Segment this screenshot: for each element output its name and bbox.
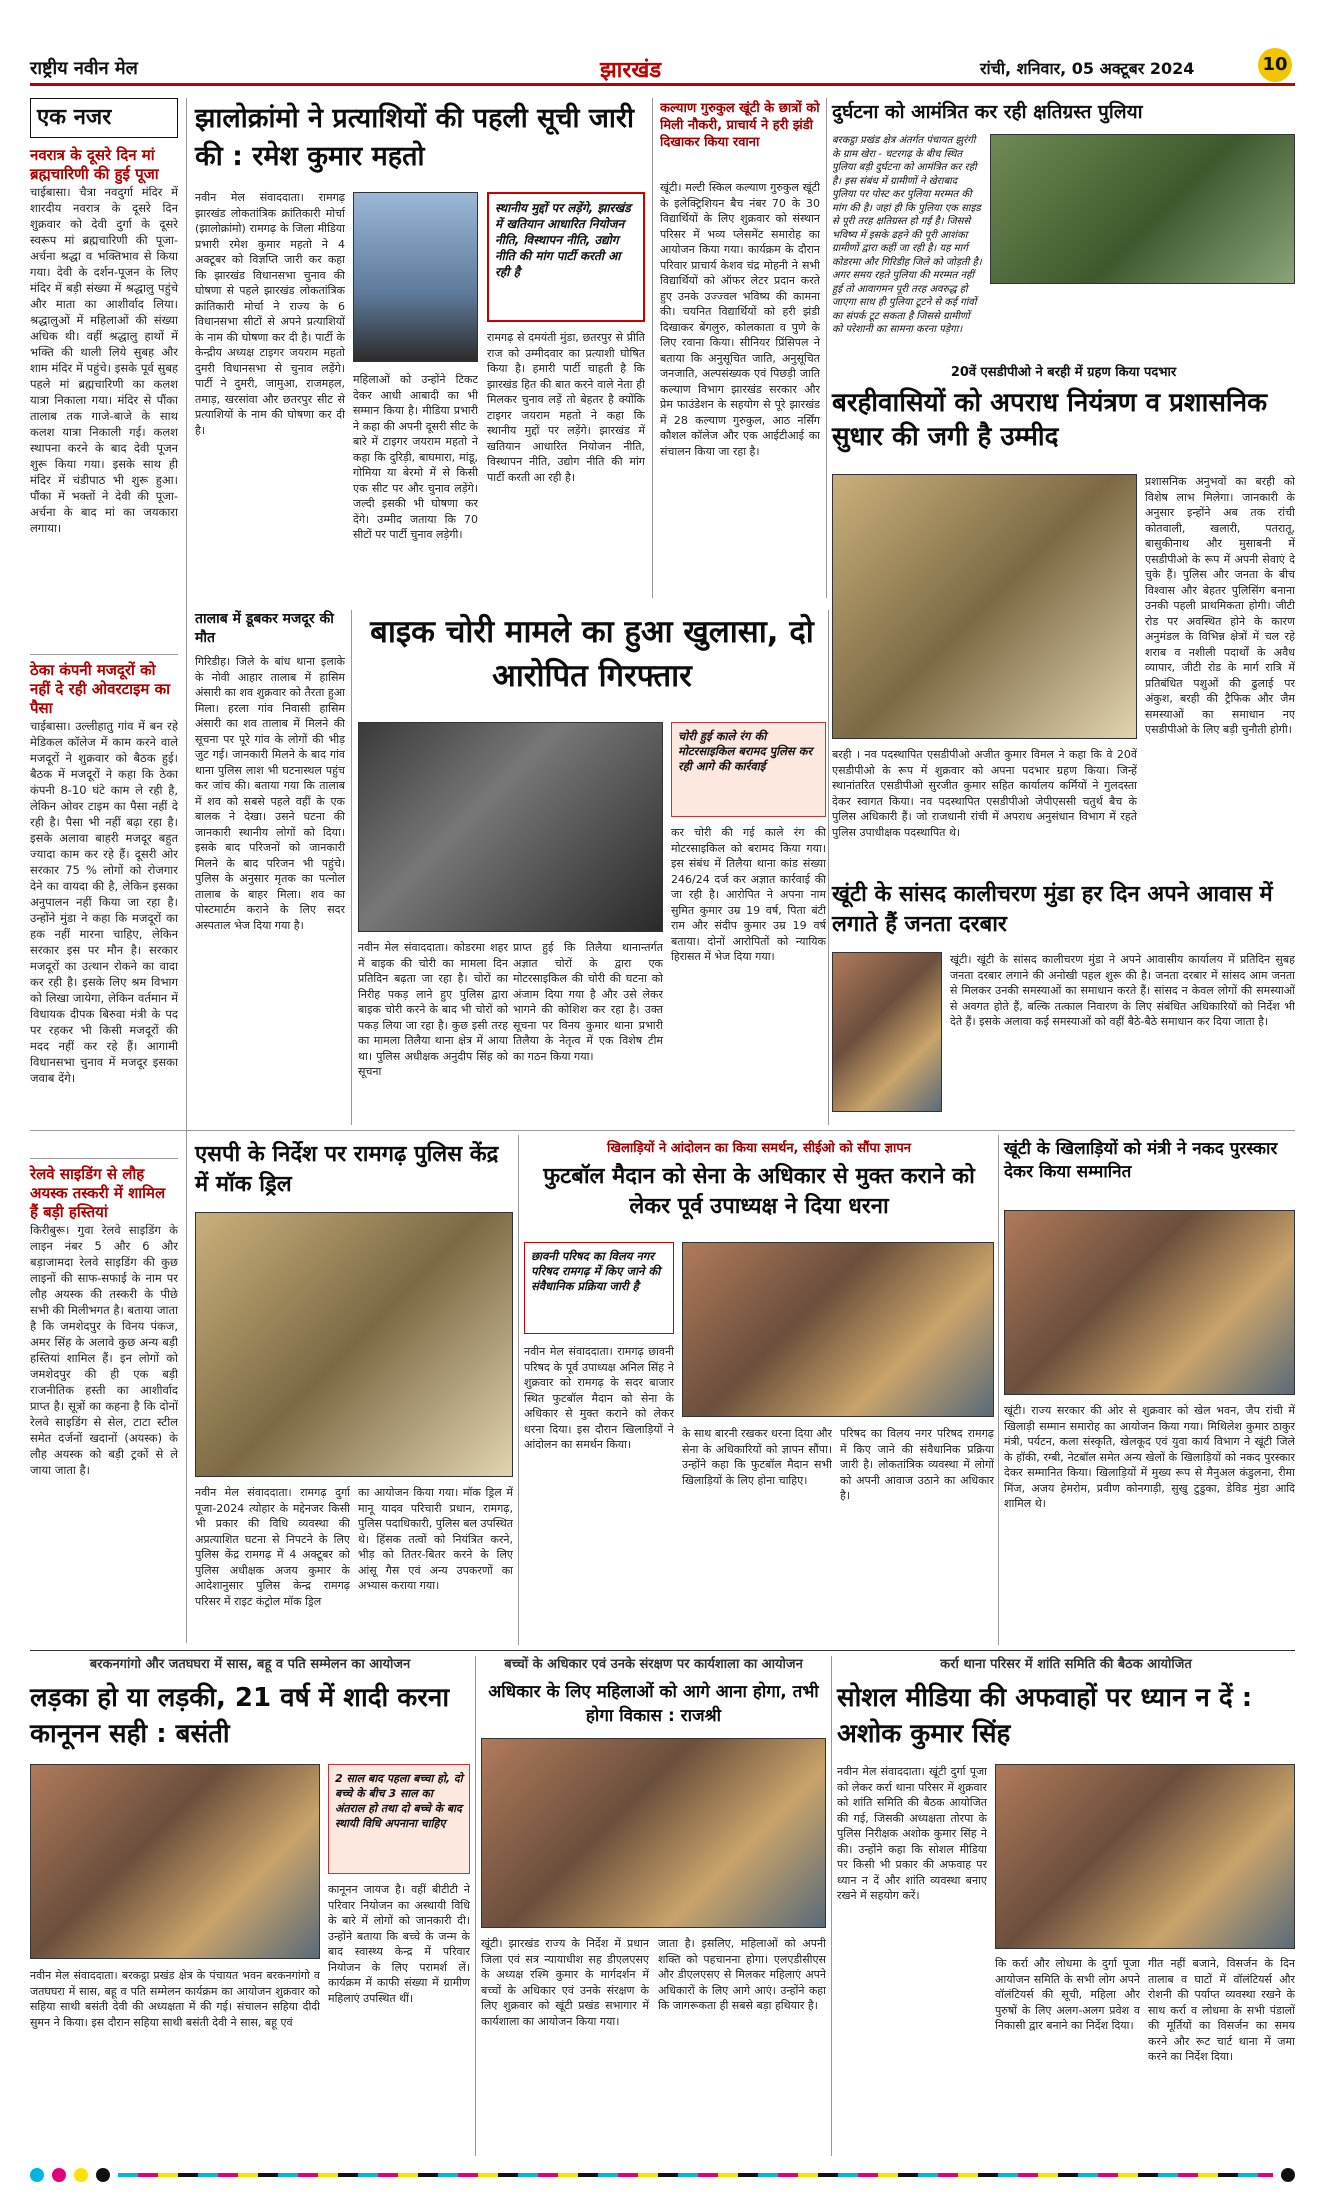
- body-col-2: का आयोजन किया गया। मॉक ड्रिल में मानू यादव परिचारी प्रधान, रामगढ़, पुलिस पदाधिकारी, पुलिस बल उपस्थित थे। हिंसक तत्वों को नियंत्रित करने, भीड़ को तितर-बितर करने के लिए आंसू गैस एवं अन्य उपकरणों का अभ्यास कराया गया।: [358, 1486, 513, 1592]
- body-col-1: नवीन मेल संवाददाता। रामगढ़ झारखंड लोकतांत्रिक क्रांतिकारी मोर्चा (झालोक्रांमो) रामगढ़ के जिला मीडिया प्रभारी रमेश कुमार महतो ने 4 अक्टूबर को विज्ञप्ति जारी कर कहा कि झारखंड विधानसभा चुनाव की घोषणा से पहले झारखंड लोकतांत्रिक क्रांतिकारी मोर्चा ने राज्य के 6 विधानसभा सीटों से अपने प्रत्याशियों के नाम की घोषणा कर दी है। पार्टी के केन्द्रीय अध्यक्ष टाइगर जयराम महतो दुमरी विधानसभा से चुनाव लड़ेंगे। पार्टी ने दुमरी, जामुआ, राजमहल, तमाड़, खरसांवा और छतरपुर सीट से प्रत्याशियों के नाम की घोषणा कर दी है।: [195, 191, 345, 437]
- story-talab: [195, 610, 345, 1125]
- bike-photo: [358, 722, 663, 932]
- body-col-2: जाता है। इसलिए, महिलाओं को अपनी शक्ति को पहचानना होगा। एलएडीसीएस और डीएलएसए से मिलकर महिलाएं अपने अधिकारों के लिए आगे आएं। उन्होंने कहा कि जागरूकता ही सबसे बड़ा हथियार है।: [658, 1937, 826, 2012]
- darbar-photo: [832, 952, 942, 1112]
- row-rule: [30, 1650, 1295, 1651]
- story-barhi: [832, 362, 1295, 872]
- body-col-1: नवीन मेल संवाददाता। कोडरमा शहर में बाइक की चोरी का मामला दिन प्रतिदिन बढ़ता जा रहा है। चोरों का निरीह पकड़ लाने हुए पुलिस द्वारा बाइक चोरी करने के बाद भी चोरों को पकड़ लिया जा रहा है। कुछ इसी तरह का मामला तिलैया थाना क्षेत्र में आया था। पुलिस अधीक्षक अनुदीप सिंह को सूचना: [358, 941, 508, 1078]
- story-social: [837, 1656, 1295, 2156]
- bridge-photo: [990, 134, 1295, 284]
- body: प्रशासनिक अनुभवों का बरही को विशेष लाभ मिलेगा। जानकारी के अनुसार इन्होंने अब तक रांची कोतवाली, खलारी, पतरातू, बासुकीनाथ और मुसाबनी में एसडीपीओ के रूप में अपनी सेवाएं दे चुके हैं। पुलिस और जनता के बीच विश्वास और बेहतर पुलिसिंग बनाना उनकी पहली प्राथमिकता होगी। जीटी रोड पर अवस्थित होने के कारण अनुमंडल के विभिन्न क्षेत्रों में चल रहे शराब व नशीली पदार्थों के अवैध व्यापार, जीटी रोड के मार्ग रात्रि में प्रतिबंधित पशुओं की ढुलाई पर अंकुश, बरही की ट्रैफिक और जैम समस्याओं का समाधान नए एसडीपीओ के लिए बड़ी चुनौती होगी।: [1145, 475, 1295, 736]
- story-khiladi: [1004, 1138, 1295, 1645]
- drill-photo: [195, 1212, 513, 1477]
- ek-nazar-label: एक नजर: [30, 98, 178, 138]
- story-shaadi: [30, 1656, 470, 2156]
- kicker: 20वें एसडीपीओ ने बरही में ग्रहण किया पदभार: [950, 365, 1177, 380]
- body-col-1: नवीन मेल संवाददाता। बरकट्ठा प्रखंड क्षेत्र के पंचायत भवन बरकनगांगो व जतघघरा में सास, बहू व पति सम्मेलन कार्यक्रम का आयोजन शुक्रवार को सहिया साथी बसंती देवी की अध्यक्षता में की गई। संचालन सहिया दीदी सुमन ने किया। इस दौरान सहिया साथी बसंती देवी ने सास, बहू एवं: [30, 1969, 320, 2029]
- body-col-3: गीत नहीं बजाने, विसर्जन के दिन तालाब व घाटों में वॉलंटियर्स और रोशनी की पर्याप्त व्यवस्था रखने के साथ कर्रा व लोधमा के सभी पंडालों की मूर्तियों का विसर्जन का समय करने और रूट चार्ट थाना में जमा करने का निर्देश दिया।: [1148, 1957, 1295, 2063]
- brief-1-body: चाईबासा। चैत्रा नवदुर्गा मंदिर में शारदीय नवरात्र के दूसरे दिन शुक्रवार को देवी दुर्गा के दूसरे स्वरूप मां ब्रह्मचारिणी की पूजा-अर्चना श्रद्धा व भक्तिभाव से किया गया। देवी के दर्शन-पूजन के लिए मंदिर में बड़ी संख्या में श्रद्धालु पहुंचे और माता का आशीर्वाद लिया। श्रद्धालुओं में महिलाओं की संख्या अधिक थी। वहीं श्रद्धालु हाथों में भक्ति की थाली लिये सुबह और शाम मंदिर में पहुंचे। इसके पूर्व सुबह पहले मां ब्रह्मचारिणी का कलश यात्रा निकाला गया। मंदिर से पौंका तालाब तक गाजे-बाजे के साथ कलश यात्रा निकाली गई। कलश स्थापना करने के बाद देवी पूजन शुरू किया गया। इसके साथ ही मंदिर में चंडीपाठ भी शुरू हुआ। पौंका में भक्तों ने देवी की पूजा-अर्चना के बाद मां का जयकारा लगाया।: [30, 185, 178, 535]
- registration-strip: [30, 2168, 1295, 2182]
- body: खूंटी। राज्य सरकार की ओर से शुक्रवार को खेल भवन, जैप रांची में खिलाड़ी सम्मान समारोह का आयोजन किया गया। मिथिलेश कुमार ठाकुर मंत्री, पर्यटन, कला संस्कृति, खेलकूद एवं युवा कार्य विभाग ने खूंटी जिले के हॉकी, रग्बी, नेटबॉल समेत अन्य खेलों के खिलाड़ियों को नकद पुरस्कार देकर सम्मानित किया। खिलाड़ियों में मुख्य रूप से मैनुअल कंडुलना, रीमा मिंज, अजय हेमरोम, प्रवीण कोनगाड़ी, सुखु टुडुका, डेविड मुंडा आदि शामिल थे।: [1004, 1404, 1295, 1510]
- ek-nazar-column: [30, 98, 178, 1648]
- caption-continued: [990, 290, 1295, 356]
- story-bike: [358, 610, 826, 1125]
- row-rule: [30, 1130, 1295, 1131]
- headline: झालोक्रांमो ने प्रत्याशियों की पहली सूची जारी की : रमेश कुमार महतो: [195, 103, 634, 172]
- brief-1: [30, 146, 178, 644]
- pull-quote: स्थानीय मुद्दों पर लड़ेंगे, झारखंड में खतियान आधारित नियोजन नीति, विस्थापन नीति, उद्योग नीति की मांग पार्टी करती आ रही है: [487, 192, 645, 322]
- dateline: रांची, शनिवार, 05 अक्टूबर 2024: [980, 59, 1195, 78]
- kicker: खिलाड़ियों ने आंदोलन का किया समर्थन, सीईओ को सौंपा ज्ञापन: [607, 1141, 911, 1156]
- body-col-1: नवीन मेल संवाददाता। रामगढ़ दुर्गा पूजा-2024 त्योहार के मद्देनजर किसी भी प्रकार की विधि व्यवस्था की अप्रत्याशित घटना से निपटने के लिए पुलिस केंद्र रामगढ़ में 4 अक्टूबर को पुलिस अधीक्षक अजय कुमार के आदेशानुसार पुलिस केन्द्र रामगढ़ परिसर में राइट कंट्रोल मॉक ड्रिल: [195, 1486, 350, 1608]
- headline: बाइक चोरी मामले का हुआ खुलासा, दो आरोपित गिरफ्तार: [370, 614, 814, 694]
- protest-photo: [682, 1242, 994, 1417]
- col-rule: [518, 1135, 519, 1645]
- story-football: [524, 1138, 994, 1645]
- brief-2-body: चाईबासा। उल्लीहातु गांव में बन रहे मेडिकल कॉलेज में काम करने वाले मजदूरों ने शुक्रवार को बैठक हुई। बैठक में मजदूरों ने कहा कि ठेका कंपनी 8-10 घंटे काम ले रही है, लेकिन ओवर टाइम का पैसा नहीं दे रही है। पैसा भी नहीं बढ़ा रहा है। इसके अलावा बाहरी मजदूर बहुत ज्यादा काम कर रहे हैं। दूसरी ओर सरकार 75 % लोगों को रोजगार देने का वायदा की है, लेकिन इसका अनुपालन नहीं किया जा रहा है। उन्होंने मुंडा ने कहा कि मजदूरों का हक नहीं मारना चाहिए, लेकिन सरकार इस पर मौन है। सरकार मजदूरों का उत्थान रोकने का वादा कर रही है। इसके लिए श्रम विभाग को लिखा जायेगा, लेकिन वर्तमान में विधायक दीपक बिरुवा मंत्री के पद पर रहकर भी किसी मजदूरों की मदद नहीं कर रहे हैं। आगामी विधानसभा चुनाव में मजदूर इसका जवाब देंगे।: [30, 719, 178, 1085]
- headline: बरहीवासियों को अपराध नियंत्रण व प्रशासनिक सुधार की जगी है उम्मीद: [832, 388, 1268, 452]
- award-photo: [1004, 1210, 1295, 1395]
- workshop-photo: [481, 1738, 826, 1928]
- headline: तालाब में डूबकर मजदूर की मौत: [195, 611, 334, 646]
- story-mockdrill: [195, 1140, 513, 1645]
- story-jhalokramo: [195, 100, 645, 600]
- body-col-1: नवीन मेल संवाददाता। रामगढ़ छावनी परिषद के पूर्व उपाध्यक्ष अनिल सिंह ने शुक्रवार को रामगढ़ के सदर बाजार स्थित फुटबॉल मैदान को सेना के अधिकार से मुक्त कराने को लेकर धरना दिया। इस दौरान खिलाड़ियों ने आंदोलन का समर्थन किया।: [524, 1345, 674, 1451]
- body-col-1: खूंटी। झारखंड राज्य के निर्देश में प्रधान जिला एवं सत्र न्यायाधीश सह डीएलएसए के अध्यक्ष रश्मि कुमार के मार्गदर्शन में बच्चों के अधिकार एवं उनके संरक्षण के लिए शुक्रवार को खूंटी प्रखंड सभागार में कार्यशाला का आयोजन किया गया।: [481, 1937, 649, 2028]
- col-rule: [652, 98, 653, 598]
- masthead: [30, 50, 1295, 86]
- body-col-2: महिलाओं को उन्होंने टिकट देकर आधी आबादी का भी सम्मान किया है। मीडिया प्रभारी ने कहा की अपनी दूसरी सीट के बारे में टाइगर जयराम महतो ने कहा कि दुरिड़ी, बाघमारा, मांडू, गोमिया या बेरमो में से किसी एक सीट पर और चुनाव लड़ेंगे। जल्दी इसकी भी घोषणा कर देंगे। उम्मीद जताया कि 70 सीटों पर पार्टी चुनाव लड़ेगी।: [353, 373, 478, 541]
- body-col-1: नवीन मेल संवाददाता। खूंटी दुर्गा पूजा को लेकर कर्रा थाना परिसर में शुक्रवार को शांति समिति की बैठक आयोजित की गई, जिसकी अध्यक्षता तोरपा के पुलिस निरीक्षक अशोक कुमार सिंह ने की। उन्होंने कहा कि सोशल मीडिया पर किसी भी प्रकार की अफवाह पर ध्यान न दें और शांति व्यवस्था बनाए रखने में सहयोग करें।: [837, 1765, 987, 1902]
- headline: फुटबॉल मैदान को सेना के अधिकार से मुक्त कराने को लेकर पूर्व उपाध्यक्ष ने दिया धरना: [543, 1164, 975, 1219]
- col-rule: [828, 610, 829, 1125]
- brief-1-head: नवरात्र के दूसरे दिन मां ब्रह्मचारिणी की हुई पूजा: [30, 146, 159, 183]
- portrait-photo: [353, 192, 478, 362]
- story-pulia: [832, 100, 1295, 360]
- body-col-3: कर चोरी की गई काले रंग की मोटरसाइकिल को बरामद किया गया। इस संबंध में तिलैया थाना कांड संख्या 246/24 दर्ज कर अज्ञात कार्रवाई की जा रही है। आरोपित ने अपना नाम सुमित कुमार उम्र 19 वर्ष, पिता बंटी राम और संदीप कुमार उम्र 19 वर्ष बताया। दोनों आरोपितों को न्यायिक हिरासत में भेज दिया गया।: [671, 826, 826, 963]
- story-kalyan: [660, 100, 820, 595]
- brief-2-head: ठेका कंपनी मजदूरों को नहीं दे रही ओवरटाइम का पैसा: [30, 661, 171, 717]
- kicker: बच्चों के अधिकार एवं उनके संरक्षण पर कार्यशाला का आयोजन: [504, 1657, 803, 1672]
- headline: खूंटी के सांसद कालीचरण मुंडा हर दिन अपने आवास में लगाते हैं जनता दरबार: [832, 882, 1273, 937]
- headline: अधिकार के लिए महिलाओं को आगे आना होगा, तभी होगा विकास : राजश्री: [488, 1682, 819, 1726]
- brief-3-head: रेलवे साइडिंग से लौह अयस्क तस्करी में शामिल हैं बड़ी हस्तियां: [30, 1165, 166, 1221]
- col-rule: [998, 1135, 999, 1645]
- col-rule: [351, 610, 352, 1125]
- headline: कल्याण गुरुकुल खूंटी के छात्रों को मिली नौकरी, प्राचार्य ने हरी झंडी दिखाकर किया रवाना: [660, 101, 820, 150]
- peace-meeting-photo: [995, 1764, 1295, 1949]
- body-col-2: प्राप्त हुई कि तिलैया थानान्तर्गत अज्ञात चोरों के द्वारा एक मोटरसाइकिल की चोरी की घटना को अंजाम दिया गया है और उसे लेकर भागने की कोशिश कर रहा है। उक्त सूचना पर विनय कुमार थाना प्रभारी तिलैया के नेतृत्व में एक विशेष टीम का गठन किया गया।: [513, 941, 663, 1063]
- col-rule: [826, 98, 827, 598]
- pull-quote: 2 साल बाद पहला बच्चा हो, दो बच्चे के बीच 3 साल का अंतराल हो तथा दो बच्चे के बाद स्थायी विधि अपनाना चाहिए: [328, 1764, 470, 1874]
- story-mahila: [481, 1656, 826, 2156]
- story-sansad: [832, 880, 1295, 1120]
- headline: एसपी के निर्देश पर रामगढ़ पुलिस केंद्र में मॉक ड्रिल: [195, 1142, 499, 1197]
- body-col-2: कि कर्रा और लोधमा के दुर्गा पूजा आयोजन समिति के सभी लोग अपने वॉलंटियर्स की सूची, महिला और पुरुषों के लिए अलग-अलग प्रवेश व निकासी द्वार बनाने का निर्देश दिया।: [995, 1957, 1140, 2032]
- caption: बरकट्ठा प्रखंड क्षेत्र अंतर्गत पंचायत झुरंगी के ग्राम खेरा - चटरगढ़ के बीच स्थित पुलिया बड़ी दुर्घटना को आमंत्रित कर रही है। इस संबंध में ग्रामीणों ने खेराबाद पुलिया पर पोस्ट कर पुलिया मरम्मत की मांग की है। जहां ही कि पुलिया एक साइड से पूरी तरह क्षतिग्रस्त हो गई है। जिससे भविष्य में इसके ढहने की पूरी आशंका ग्रामीणों द्वारा कहीं जा रही है। यह मार्ग कोडरमा और गिरिडीह जिले को जोड़ती है। अगर समय रहते पुलिया की मरम्मत नहीं हुई तो आवागमन पूरी तरह अवरुद्ध हो जाएगा साथ ही पुलिया टूटने से कई गांवों का संपर्क टूट सकता है जिससे ग्रामीणों को परेशानी का सामना करना पड़ेगा।: [832, 135, 982, 335]
- page-number: 10: [1258, 48, 1292, 82]
- sdpo-photo: [832, 474, 1137, 739]
- body-col-2: के साथ बारनी रखकर धरना दिया और सेना के अधिकारियों को ज्ञापन सौंपा। उन्होंने कहा कि फुटबॉल मैदान सभी खिलाड़ियों के लिए होना चाहिए।: [682, 1427, 832, 1487]
- body-col-3: परिषद का विलय नगर परिषद रामगढ़ में किए जाने की संवैधानिक प्रक्रिया जारी है। लोकतांत्रिक व्यवस्था में लोगों को अपनी आवाज उठाने का अधिकार है।: [840, 1427, 994, 1502]
- kicker: बरकनगांगो और जतघघरा में सास, बहू व पति सम्मेलन का आयोजन: [89, 1657, 411, 1672]
- body-col-2: कानूनन जायज है। वहीं बीटीटी ने परिवार नियोजन का अस्थायी विधि के बारे में लोगों को जानकारी दी। उन्होंने बताया कि बच्चे के जन्म के बाद स्वास्थ्य केन्द्र में परिवार नियोजन के लिए परामर्श लें। कार्यक्रम में काफी संख्या में ग्रामीण महिलाएं उपस्थित थीं।: [328, 1883, 470, 2005]
- brief-2: [30, 654, 178, 1148]
- pull-quote: छावनी परिषद का विलय नगर परिषद रामगढ़ में किए जाने की संवैधानिक प्रक्रिया जारी है: [524, 1242, 674, 1334]
- meeting-photo: [30, 1764, 320, 1959]
- col-rule: [186, 98, 187, 1643]
- col-rule: [475, 1656, 476, 2156]
- headline: खूंटी के खिलाड़ियों को मंत्री ने नकद पुरस्कार देकर किया सम्मानित: [1004, 1139, 1278, 1182]
- headline: दुर्घटना को आमंत्रित कर रही क्षतिग्रस्त पुलिया: [832, 101, 1143, 123]
- brief-3: [30, 1158, 178, 1602]
- body: खूंटी। खूंटी के सांसद कालीचरण मुंडा ने अपने आवासीय कार्यालय में प्रतिदिन सुबह जनता दरबार लगाने की अनोखी पहल शुरू की है। जनता दरबार में सांसद आम जनता से मिलकर उनकी समस्याओं का समाधान करते हैं। सांसद न केवल लोगों की समस्याओं से अवगत होते हैं, बल्कि तत्काल निवारण के लिए संबंधित अधिकारियों को निर्देश भी देते हैं। इसके अलावा कई समस्याओं को वहीं बैठे-बैठे समाधान कर दिया जाता है।: [950, 953, 1295, 1028]
- caption: बरही । नव पदस्थापित एसडीपीओ अजीत कुमार विमल ने कहा कि वे 20वें एसडीपीओ के रूप में शुक्रवार को अपना पदभार ग्रहण किया। जिन्हें स्थानांतरित एसडीपीओ सुरजीत कुमार सहित कार्यालय कर्मियों ने गुलदस्ता देकर स्वागत किया। नव पदस्थापित एसडीपीओ जेपीएससी चतुर्थ बैच के पुलिस अधिकारी हैं। जो राजधानी रांची में अपराध अनुसंधान विभाग में रहते पुलिस उपाधीक्षक पदस्थापित थे।: [832, 748, 1137, 839]
- kicker: कर्रा थाना परिसर में शांति समिति की बैठक आयोजित: [940, 1657, 1192, 1672]
- body-col-3: रामगढ़ से दमयंती मुंडा, छतरपुर से प्रीति राज को उम्मीदवार का प्रत्याशी घोषित किया है। हमारी पार्टी चाहती है कि झारखंड हित की बात करने वाले नेता ही मिलकर चुनाव लड़ें तो बेहतर है क्योंकि टाइगर जयराम महतो ने कहा कि स्थानीय मुद्दों पर लड़ेंगे। झारखंड में खतियान आधारित नियोजन नीति, विस्थापन नीति, उद्योग नीति की मांग पार्टी करती आ रही है।: [487, 331, 645, 484]
- paper-name: राष्ट्रीय नवीन मेल: [30, 58, 138, 79]
- pull-quote: चोरी हुई काले रंग की मोटरसाइकिल बरामद पुलिस कर रही आगे की कार्रवाई: [671, 722, 826, 817]
- headline: लड़का हो या लड़की, 21 वर्ष में शादी करना कानूनन सही : बसंती: [30, 1683, 450, 1749]
- body: खूंटी। मल्टी स्किल कल्याण गुरुकुल खूंटी के इलेक्ट्रिशियन बैच नंबर 70 के 30 विद्यार्थियों के लिए शुक्रवार को संस्थान परिसर में भव्य प्लेसमेंट समारोह का आयोजन किया गया। कार्यक्रम के दौरान परिवार प्राचार्य केशव चंद्र मोहनी ने सभी विद्यार्थियों को ऑफर लेटर प्रदान करते हुए उनके उज्ज्वल भविष्य की कामना की। चयनित विद्यार्थियों को हरी झंडी दिखाकर बेंगलुरु, कोलकाता व पुणे के लिए रवाना किया। सीनियर प्रिंसिपल ने बताया कि अनुसूचित जाति, अनुसूचित जनजाति, अल्पसंख्यक एवं पिछड़ी जाति कल्याण विभाग झारखंड सरकार और प्रेम फाउंडेशन के सहयोग से पूरे झारखंड में 28 कल्याण गुरुकुल, आठ नर्सिंग कौशल कॉलेज और एक आईटीआई का संचालन किया जा रहा है।: [660, 181, 820, 458]
- headline: सोशल मीडिया की अफवाहों पर ध्यान न दें : अशोक कुमार सिंह: [837, 1683, 1253, 1749]
- section-label: झारखंड: [600, 58, 662, 83]
- col-rule: [831, 1656, 832, 2156]
- body: गिरिडीह। जिले के बांध थाना इलाके के नोवी आहार तालाब में हासिम अंसारी का शव शुक्रवार को तैरता हुआ मिला। हरला गांव निवासी हासिम अंसारी का शव तालाब में मिलने की सूचना पर पूरे गांव के लोगों की भीड़ जुट गई। जानकारी मिलने के बाद गांव थाना पुलिस लाश भी घटनास्थल पहुंच कर जांच की। बताया गया कि तालाब में शव को सबसे पहले वहीं के एक बालक ने देखा। उसने घटना की जानकारी स्थानीय लोगों को दिया। इसके बाद परिजनों को जानकारी मिलने के बाद परिजन भी पहुंचे। पुलिस के अनुसार मृतक का पत्नोल तालाब के बाहर मिला। शव का पोस्टमार्टम कराने के लिए सदर अस्पताल भेज दिया गया है।: [195, 655, 345, 932]
- brief-3-body: किरीबुरू। गुवा रेलवे साइडिंग के लाइन नंबर 5 और 6 और बड़ाजामदा रेलवे साइडिंग की कुछ लाइनों की साफ-सफाई के नाम पर लौह अयस्क की तस्करी के पीछे सभी की मिलीभगत है। बताया जाता है कि जमशेदपुर के विनय पंकज, अमर सिंह के अलावे कुछ अन्य बड़ी हस्तियां शामिल हैं। इन लोगों को जमशेदपुर की ही एक बड़ी राजनीतिक हस्ती का आशीर्वाद प्राप्त है। सूत्रों का कहना है कि दोनों रेलवे साइडिंग से सेल, टाटा स्टील समेत दर्जनों खदानों (अयस्क) के लौह अयस्क को बड़ी ट्रकों से ले जाया जाता है।: [30, 1223, 178, 1477]
